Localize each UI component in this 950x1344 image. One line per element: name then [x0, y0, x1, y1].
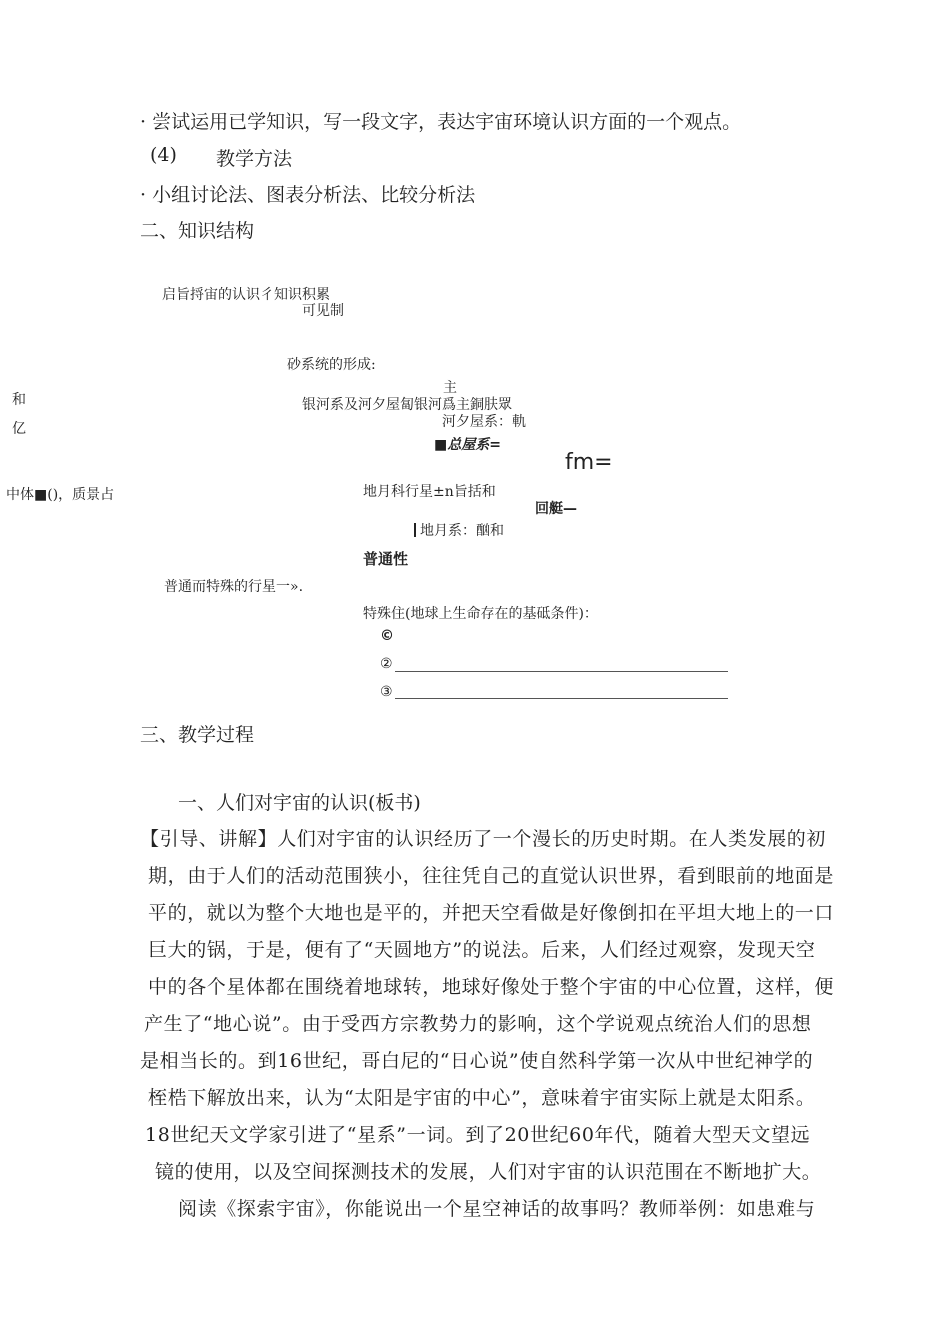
diagram-text: 和 — [12, 392, 26, 408]
paragraph-line: 中的各个星体都在围绕着地球转，地球好像处于整个宇宙的中心位置，这样，便 — [148, 976, 835, 998]
section-heading-teaching-process: 三、教学过程 — [140, 724, 255, 746]
diagram-text: ③ — [380, 684, 393, 700]
methods-line: · 小组讨论法、图表分析法、比较分析法 — [140, 184, 476, 206]
paragraph-line: 巨大的锅，于是，便有了“天圆地方”的说法。后来，人们经过观察，发现天空 — [148, 939, 816, 961]
diagram-text: 地月科行星±n旨括和 — [363, 484, 496, 500]
diagram-text: 回艇— — [535, 501, 577, 517]
paragraph-line: 18世纪天文学家引进了“星系”一词。到了20世纪60年代，随着大型天文望远 — [145, 1124, 811, 1146]
method-number: (4) — [150, 144, 177, 166]
blank-line — [395, 698, 728, 699]
paragraph-line: 平的，就以为整个大地也是平的，并把天空看做是好像倒扣在平坦大地上的一口 — [148, 902, 835, 924]
section-heading-knowledge-structure: 二、知识结构 — [140, 220, 255, 242]
diagram-text: fm= — [565, 450, 613, 475]
paragraph-line: 阅读《探索宇宙》，你能说出一个星空神话的故事吗？教师举例：如患难与 — [178, 1198, 816, 1220]
diagram-text: 启旨捋宙的认识彳知识积累 — [162, 287, 330, 303]
paragraph-line: 桎梏下解放出来，认为“太阳是宇宙的中心”，意味着宇宙实际上就是太阳系。 — [148, 1087, 816, 1109]
paragraph-line: 镜的使用，以及空间探测技术的发展，人们对宇宙的认识范围在不断地扩大。 — [155, 1161, 822, 1183]
diagram-text: ② — [380, 656, 393, 672]
diagram-text: 砂系统的形成: — [287, 357, 376, 373]
diagram-text: 普通性 — [363, 550, 409, 568]
diagram-text: 地月系：酗和 — [420, 523, 504, 539]
diagram-text: 银河系及河夕屋匐银河爲主銅肤眾 — [302, 397, 512, 413]
paragraph-line: 期，由于人们的活动范围狭小，往往凭自己的直觉认识世界，看到眼前的地面是 — [148, 865, 835, 887]
diagram-text: 河夕屋系：軌 — [442, 414, 526, 430]
objective-line: · 尝试运用已学知识，写一段文字，表达宇宙环境认识方面的一个观点。 — [140, 111, 742, 133]
diagram-text: ■总屋系= — [434, 437, 501, 453]
paragraph-line: 【引导、讲解】人们对宇宙的认识经历了一个漫长的历史时期。在人类发展的初 — [140, 828, 827, 850]
diagram-text: 亿 — [12, 421, 26, 437]
blank-line — [395, 671, 728, 672]
paragraph-line: 产生了“地心说”。由于受西方宗教势力的影响，这个学说观点统治人们的思想 — [144, 1013, 812, 1035]
diagram-row — [414, 520, 504, 540]
diagram-text: 特殊住(地球上生命存在的基砥条件)： — [363, 606, 598, 622]
bracket-mark — [414, 523, 416, 537]
method-heading: 教学方法 — [216, 148, 293, 170]
diagram-text: 主 — [443, 380, 457, 396]
diagram-text: 普通而特殊的行星一». — [164, 579, 304, 595]
diagram-text: 中体■()，质景占 — [6, 487, 115, 503]
paragraph-line: 是相当长的。到16世纪，哥白尼的“日心说”使自然科学第一次从中世纪神学的 — [140, 1050, 814, 1072]
diagram-text: © — [380, 628, 394, 644]
diagram-text: 可见制 — [302, 303, 344, 319]
subsection-heading: 一、人们对宇宙的认识(板书) — [178, 792, 421, 814]
